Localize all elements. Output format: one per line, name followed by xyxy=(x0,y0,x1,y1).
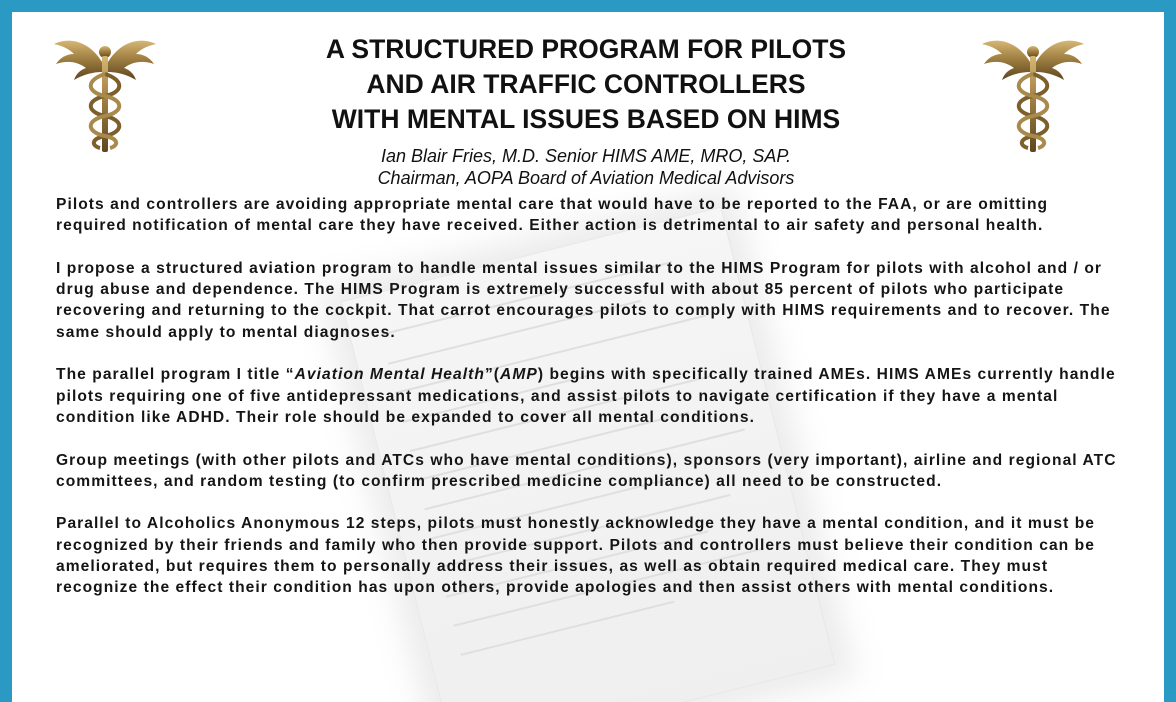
caduceus-icon xyxy=(978,22,1088,157)
author-name: Ian Blair Fries, M.D. Senior HIMS AME, MRO, SAP. xyxy=(380,146,792,166)
title-line-1: A STRUCTURED PROGRAM FOR PILOTS xyxy=(325,34,847,64)
title-line-3: WITH MENTAL ISSUES BASED ON HIMS xyxy=(331,104,841,134)
paragraph-1: Pilots and controllers are avoiding appropriate mental care that would have to be reported to the FAA, or are omitting required notification of mental care they have received. Either action is detrimental to air safety and personal health. xyxy=(56,196,1049,235)
author-block xyxy=(182,145,990,189)
program-name: Aviation Mental Health xyxy=(294,366,485,384)
paragraph-2: I propose a structured aviation program to handle mental issues similar to the HIMS Program for pilots with alcohol and / or drug abuse and dependence. The HIMS Program is extremely successful with about 85 percent of pilots who participate recovering and returning to the cockpit. That carrot encourages pilots to comply with HIMS requirements and to recover. The same should apply to mental diagnoses. xyxy=(56,259,1111,341)
program-acronym: AMP xyxy=(500,366,538,384)
author-affiliation: Chairman, AOPA Board of Aviation Medical Advisors xyxy=(377,168,795,188)
paragraph-4: Group meetings (with other pilots and ATCs who have mental conditions), sponsors (very important), airline and regional ATC committees, and random testing (to confirm prescribed medicine compliance) all need to be constructed. xyxy=(56,451,1117,490)
caduceus-icon xyxy=(50,22,160,157)
paragraph-5: Parallel to Alcoholics Anonymous 12 steps, pilots must honestly acknowledge they have a mental condition, and it must be recognized by their friends and family who then provide support. Pilots and controllers must believe their condition can be ameliorated, but requires them to personally address their issues, as well as obtain required medical care. They must recognize the effect their condition has upon others, provide apologies and then assist others with mental conditions. xyxy=(56,515,1096,597)
paragraph-3: The parallel program I title “Aviation Mental Health”(AMP) begins with specifically trained AMEs. HIMS AMEs currently handle pilots requiring one of five antidepressant medications, and assist pilots to navigate certification if they have a mental condition like ADHD. Their role should be expanded to cover all mental conditions. xyxy=(56,366,1116,426)
article-body xyxy=(56,194,1118,620)
title-line-2: AND AIR TRAFFIC CONTROLLERS xyxy=(366,69,806,99)
document-page xyxy=(12,12,1164,702)
document-title xyxy=(182,32,990,137)
